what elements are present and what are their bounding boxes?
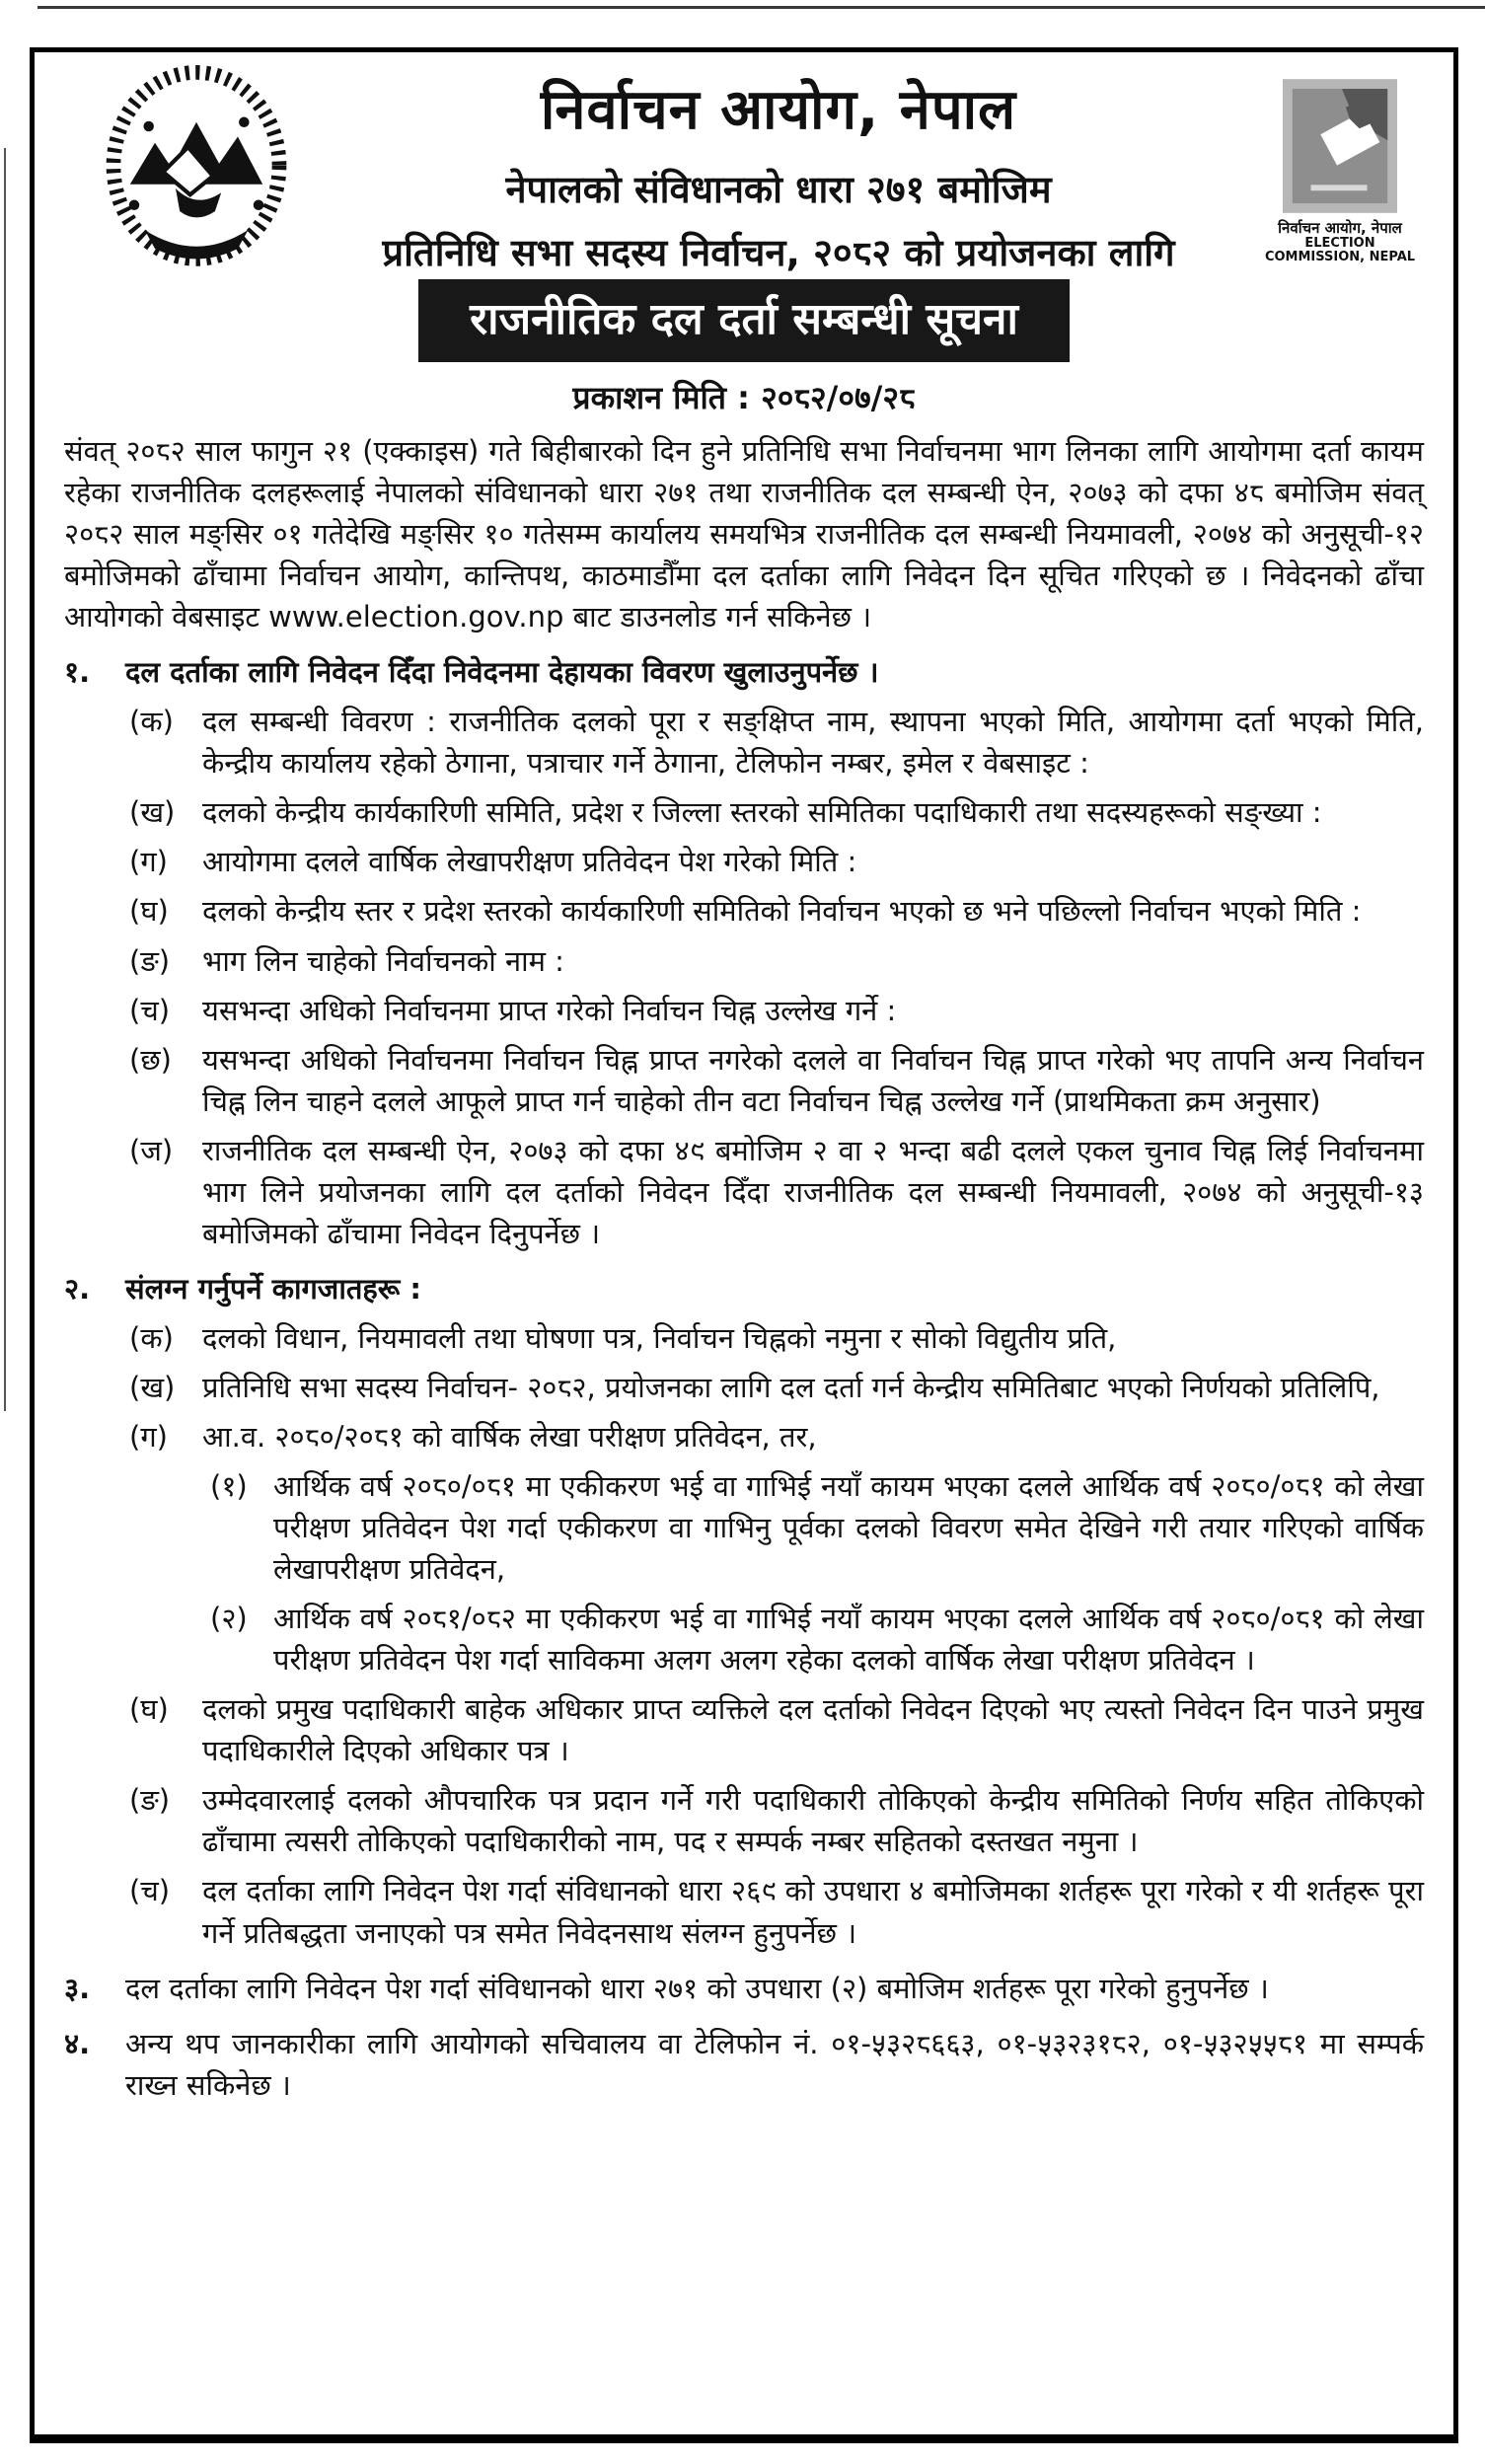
item-label: (घ) <box>129 1692 169 1727</box>
list-subitem <box>64 1465 1424 1590</box>
header-titles <box>301 64 1256 277</box>
section-text: अन्य थप जानकारीका लागि आयोगको सचिवालय वा टेलिफोन नं. ०१-५३२८६६३, ०१-५३२३१८२, ०१-५३२५५८१ मा सम्पर्क राख्न सकिनेछ । <box>125 2026 1424 2102</box>
list-item <box>64 1367 1424 1408</box>
item-text: दल दर्ताका लागि निवेदन पेश गर्दा संविधानको धारा २६९ को उपधारा ४ बमोजिमका शर्तहरू पूरा गरेको र यी शर्तहरू पूरा गर्ने प्रतिबद्धता जनाएको पत्र समेत निवेदनसाथ संलग्न हुनुपर्नेछ । <box>202 1874 1424 1950</box>
election-commission-logo-block <box>1256 78 1424 264</box>
item-text: दलको केन्द्रीय कार्यकारिणी समिति, प्रदेश र जिल्ला स्तरको समितिका पदाधिकारी तथा सदस्यहरूको सङ्ख्या : <box>202 795 1322 830</box>
list-item <box>64 1779 1424 1862</box>
item-text: प्रतिनिधि सभा सदस्य निर्वाचन- २०८२, प्रयोजनका लागि दल दर्ता गर्न केन्द्रीय समितिबाट भएको निर्णयको प्रतिलिपि, <box>202 1370 1380 1404</box>
item-text: उम्मेदवारलाई दलको औपचारिक पत्र प्रदान गर्ने गरी पदाधिकारी तोकिएको केन्द्रीय समितिको निर्णय सहित तोकिएको ढाँचामा त्यसरी तोकिएको पदाधिकारीको नाम, पद र सम्पर्क नम्बर सहितको दस्तखत नमुना । <box>202 1783 1424 1859</box>
list-item <box>64 1688 1424 1771</box>
item-text: दल सम्बन्धी विवरण : राजनीतिक दलको पूरा र सङ्क्षिप्त नाम, स्थापना भएको मिति, आयोगमा दर्ता भएको मिति, केन्द्रीय कार्यालय रहेको ठेगाना, पत्राचार गर्ने ठेगाना, टेलिफोन नम्बर, इमेल र वेबसाइट : <box>202 705 1424 781</box>
section-1 <box>64 651 1424 1254</box>
list-item <box>64 940 1424 982</box>
item-label: (छ) <box>129 1042 172 1077</box>
list-item <box>64 701 1424 784</box>
item-text: दलको प्रमुख पदाधिकारी बाहेक अधिकार प्राप्त व्यक्तिले दल दर्ताको निवेदन दिएको भए त्यस्तो निवेदन दिन पाउने प्रमुख पदाधिकारीले दिएको अधिकार पत्र । <box>202 1692 1424 1768</box>
section-text: दल दर्ताका लागि निवेदन पेश गर्दा संविधानको धारा २७१ को उपधारा (२) बमोजिम शर्तहरू पूरा गरेको हुनुपर्नेछ । <box>125 1971 1269 2005</box>
item-label: (च) <box>129 993 171 1027</box>
item-label: (क) <box>129 705 174 739</box>
section-2-heading-row <box>64 1268 1424 1309</box>
item-text: आयोगमा दलले वार्षिक लेखापरीक्षण प्रतिवेदन पेश गरेको मिति : <box>202 845 857 879</box>
notice-title-banner: राजनीतिक दल दर्ता सम्बन्धी सूचना <box>418 279 1070 362</box>
scan-edge-line-top <box>37 6 1485 9</box>
item-text: यसभन्दा अधिको निर्वाचनमा निर्वाचन चिह्न प्राप्त नगरेको दलले वा निर्वाचन चिह्न प्राप्त गरेको भए तापनि अन्य निर्वाचन चिह्न लिन चाहने दलले आफूले प्राप्त गर्न चाहेको तीन वटा निर्वाचन चिह्न उल्लेख गर्ने (प्राथमिकता क्रम अनुसार) <box>202 1042 1424 1118</box>
item-text: आर्थिक वर्ष २०८१/०८२ मा एकीकरण भई वा गाभिई नयाँ कायम भएका दलले आर्थिक वर्ष २०८०/०८१ को लेखा परीक्षण प्रतिवेदन पेश गर्दा साविकमा अलग अलग रहेका दलको वार्षिक लेखा परीक्षण प्रतिवेदन । <box>273 1602 1424 1678</box>
list-item <box>64 1317 1424 1359</box>
list-item <box>64 990 1424 1031</box>
list-subitem <box>64 1598 1424 1680</box>
header <box>64 64 1424 277</box>
org-title: निर्वाचन आयोग, नेपाल <box>540 78 1017 142</box>
item-label: (ग) <box>129 845 168 879</box>
item-label: (ग) <box>129 1419 168 1454</box>
item-label: (ङ) <box>129 943 171 978</box>
list-item <box>64 1039 1424 1122</box>
header-subtitle-2: प्रतिनिधि सभा सदस्य निर्वाचन, २०८२ को प्रयोजनका लागि <box>382 231 1175 274</box>
item-text: दलको विधान, नियमावली तथा घोषणा पत्र, निर्वाचन चिह्नको नमुना र सोको विद्युतीय प्रति, <box>202 1320 1117 1355</box>
section-number: ३. <box>64 1971 91 2005</box>
publish-date: प्रकाशन मिति : २०८२/०७/२८ <box>572 379 916 416</box>
list-item <box>64 791 1424 833</box>
section-number: ४. <box>64 2026 91 2060</box>
item-label: (घ) <box>129 894 169 929</box>
item-text: भाग लिन चाहेको निर्वाचनको नाम : <box>202 943 564 978</box>
scan-edge-line-left <box>4 148 6 1411</box>
section-1-heading-row <box>64 651 1424 693</box>
header-subtitle-1: नेपालको संविधानको धारा २७१ बमोजिम <box>505 168 1052 211</box>
section-number: १. <box>64 655 91 690</box>
list-item <box>64 1870 1424 1953</box>
list-item <box>64 1416 1424 1457</box>
item-label: (ख) <box>129 795 176 830</box>
section-heading: दल दर्ताका लागि निवेदन दिँदा निवेदनमा देहायका विवरण खुलाउनुपर्नेछ । <box>125 655 879 690</box>
item-text: राजनीतिक दल सम्बन्धी ऐन, २०७३ को दफा ४९ बमोजिम २ वा २ भन्दा बढी दलले एकल चुनाव चिह्न लिई निर्वाचनमा भाग लिने प्रयोजनका लागि दल दर्ताको निवेदन दिँदा राजनीतिक दल सम्बन्धी नियमावली, २०७४ को अनुसूची-१३ बमोजिमको ढाँचामा निवेदन दिनुपर्नेछ । <box>202 1133 1424 1250</box>
item-label: (ज) <box>129 1133 174 1167</box>
item-text: आ.व. २०८०/२०८१ को वार्षिक लेखा परीक्षण प्रतिवेदन, तर, <box>202 1419 817 1454</box>
item-label: (ख) <box>129 1370 176 1404</box>
ec-logo-caption-nepali: निर्वाचन आयोग, नेपाल <box>1278 219 1402 237</box>
section-3 <box>64 1968 1424 2009</box>
list-item <box>64 890 1424 932</box>
list-item <box>64 1130 1424 1254</box>
item-label: (१) <box>210 1469 248 1504</box>
item-label: (ङ) <box>129 1783 171 1818</box>
ec-logo-caption-english: ELECTION COMMISSION, NEPAL <box>1264 235 1416 264</box>
nepal-coat-of-arms-logo <box>92 64 301 271</box>
item-text: आर्थिक वर्ष २०८०/०८१ मा एकीकरण भई वा गाभिई नयाँ कायम भएका दलले आर्थिक वर्ष २०८०/०८१ को लेखा परीक्षण प्रतिवेदन पेश गर्दा एकीकरण वा गाभिनु पूर्वका दलको विवरण समेत देखिने गरी तयार गरिएको वार्षिक लेखापरीक्षण प्रतिवेदन, <box>273 1469 1424 1587</box>
section-2 <box>64 1268 1424 1954</box>
item-label: (क) <box>129 1320 174 1355</box>
item-label: (च) <box>129 1874 171 1908</box>
item-text: यसभन्दा अधिको निर्वाचनमा प्राप्त गरेको निर्वाचन चिह्न उल्लेख गर्ने : <box>202 993 897 1027</box>
item-text: दलको केन्द्रीय स्तर र प्रदेश स्तरको कार्यकारिणी समितिको निर्वाचन भएको छ भने पछिल्लो निर्वाचन भएको मिति : <box>202 894 1362 929</box>
ballot-box-icon <box>1282 78 1398 214</box>
item-label: (२) <box>210 1602 248 1636</box>
section-4 <box>64 2023 1424 2106</box>
notice-border-box <box>30 47 1458 2443</box>
intro-paragraph: संवत् २०८२ साल फागुन २१ (एक्काइस) गते बिहीबारको दिन हुने प्रतिनिधि सभा निर्वाचनमा भाग लिनका लागि आयोगमा दर्ता कायम रहेका राजनीतिक दलहरूलाई नेपालको संविधानको धारा २७१ तथा राजनीतिक दल सम्बन्धी ऐन, २०७३ को दफा ४८ बमोजिम संवत् २०८२ साल मङ्सिर ०१ गतेदेखि मङ्सिर १० गतेसम्म कार्यालय समयभित्र राजनीतिक दल सम्बन्धी नियमावली, २०७४ को अनुसूची-१२ बमोजिमको ढाँचामा निर्वाचन आयोग, कान्तिपथ, काठमाडौँमा दल दर्ताका लागि निवेदन दिन सूचित गरिएको छ । निवेदनको ढाँचा आयोगको वेबसाइट www.election.gov.np बाट डाउनलोड गर्न सकिनेछ । <box>64 434 1424 635</box>
section-number: २. <box>64 1271 91 1306</box>
list-item <box>64 841 1424 882</box>
section-heading: संलग्न गर्नुपर्ने कागजातहरू : <box>125 1271 421 1306</box>
